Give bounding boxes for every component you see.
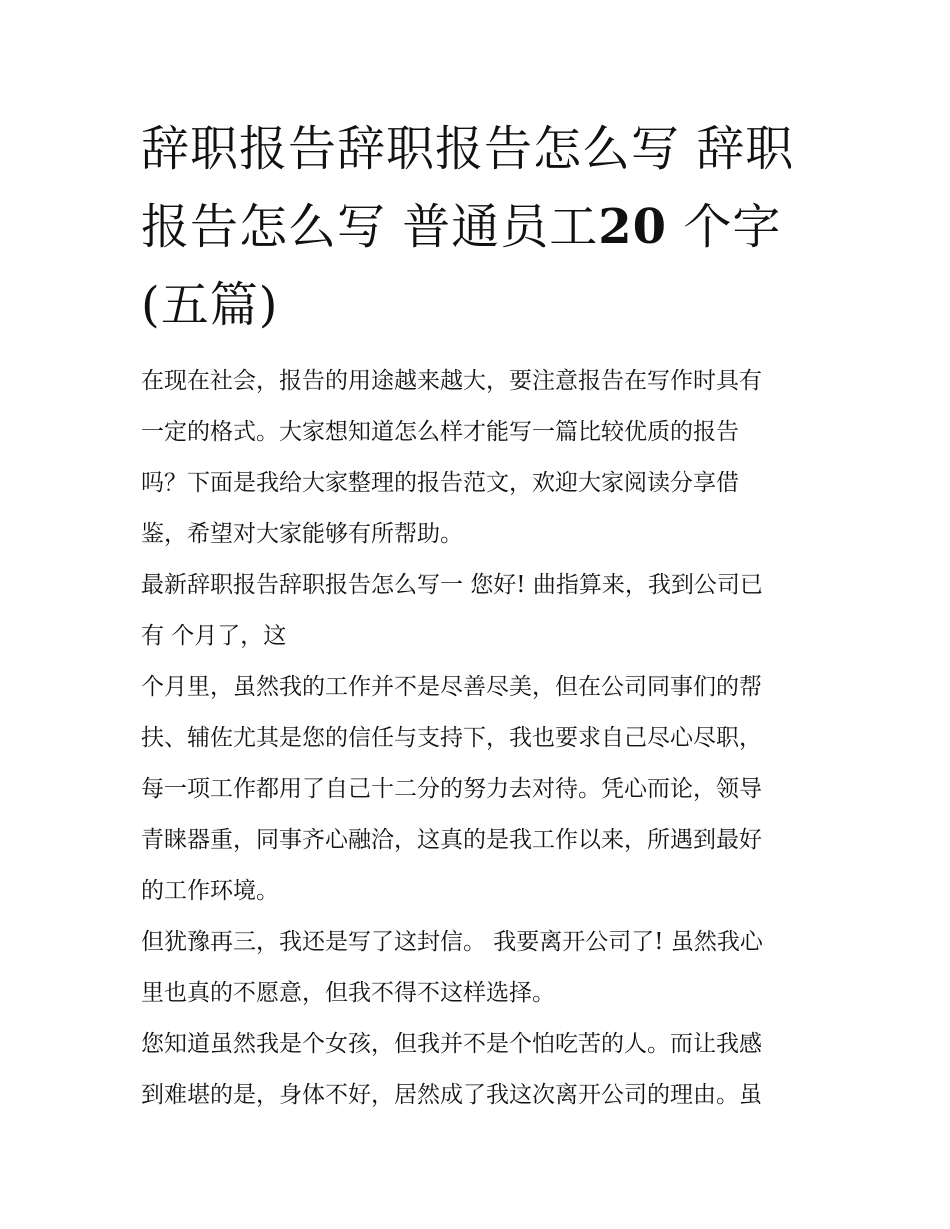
title-number: 20 xyxy=(598,199,668,255)
body-line: 但犹豫再三，我还是写了这封信。 我要离开公司了! 虽然我心 xyxy=(141,929,763,955)
body-line: 到难堪的是，身体不好，居然成了我这次离开公司的理由。虽 xyxy=(141,1082,762,1108)
body-line: 青睐器重，同事齐心融洽，这真的是我工作以来，所遇到最好 xyxy=(141,827,762,853)
body-line: 每一项工作都用了自己十二分的努力去对待。凭心而论，领导 xyxy=(141,776,762,802)
body-line: 您知道虽然我是个女孩，但我并不是个怕吃苦的人。而让我感 xyxy=(141,1031,762,1057)
document-title xyxy=(141,110,821,344)
title-text-end: 个字(五篇) xyxy=(141,199,782,333)
body-line: 里也真的不愿意，但我不得不这样选择。 xyxy=(141,980,555,1006)
body-line: 有 个月了，这 xyxy=(141,623,287,649)
body-line: 鉴，希望对大家能够有所帮助。 xyxy=(141,521,463,547)
body-line: 吗？下面是我给大家整理的报告范文，欢迎大家阅读分享借 xyxy=(141,470,739,496)
body-line: 最新辞职报告辞职报告怎么写一 您好! 曲指算来，我到公司已 xyxy=(141,572,763,598)
body-line: 扶、辅佐尤其是您的信任与支持下，我也要求自己尽心尽职， xyxy=(141,725,762,751)
body-line: 个月里，虽然我的工作并不是尽善尽美，但在公司同事们的帮 xyxy=(141,674,762,700)
document-body xyxy=(141,356,817,1121)
body-line: 在现在社会，报告的用途越来越大，要注意报告在写作时具有 xyxy=(141,368,762,394)
body-line: 的工作环境。 xyxy=(141,878,279,904)
title-text: 辞职报告辞职报告怎么写 辞职报告怎么写 普通员工 xyxy=(141,121,795,255)
body-line: 一定的格式。大家想知道怎么样才能写一篇比较优质的报告 xyxy=(141,419,739,445)
